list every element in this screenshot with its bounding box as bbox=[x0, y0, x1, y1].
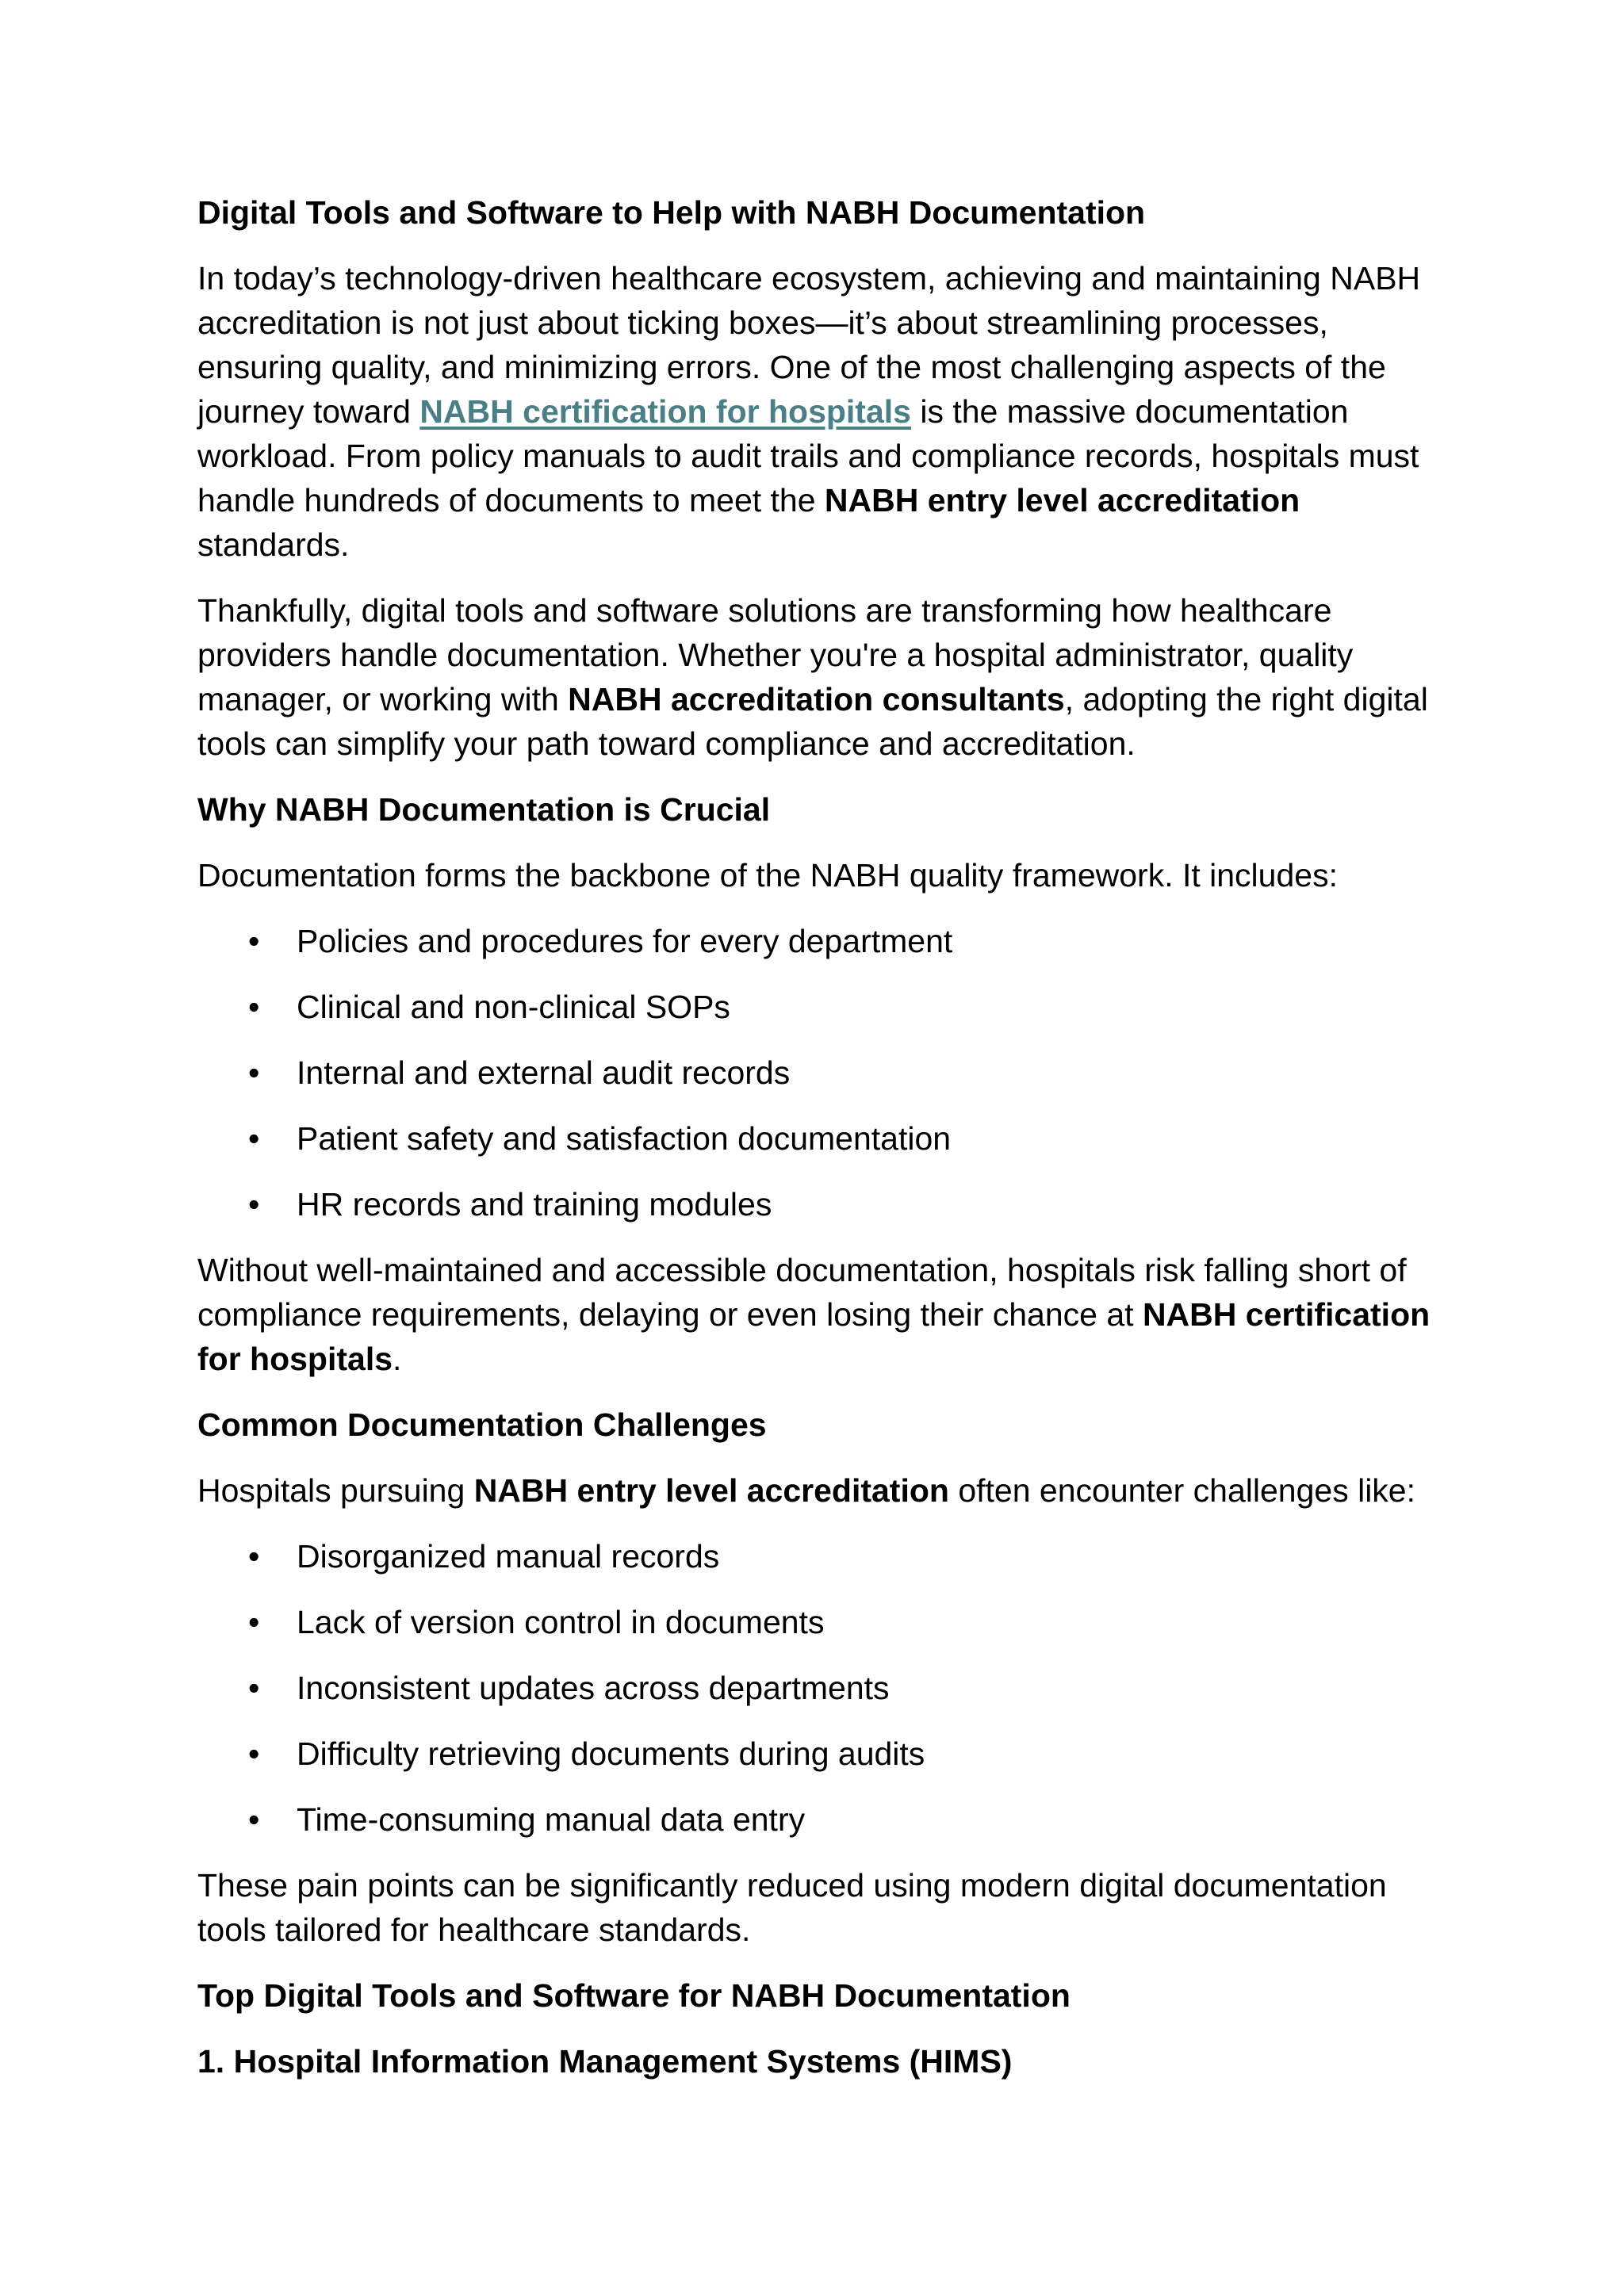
list-item: • Policies and procedures for every department bbox=[197, 919, 1442, 963]
subheading-hims: 1. Hospital Information Management Systems (HIMS) bbox=[197, 2043, 1013, 2080]
intro-text-3: standards. bbox=[197, 526, 350, 563]
documentation-includes-list bbox=[197, 919, 1442, 1226]
section1-after-bold-term: NABH certification for hospitals bbox=[197, 1296, 1431, 1377]
list-item: • HR records and training modules bbox=[197, 1182, 1442, 1226]
list-item: • Inconsistent updates across departments bbox=[197, 1666, 1442, 1710]
section1-after-paragraph bbox=[197, 1248, 1442, 1381]
section2-lead bbox=[197, 1468, 1442, 1513]
intro-text-2: is the massive documentation workload. From policy manuals to audit trails and compliance records, hospitals must handle hundreds of documents to meet the bbox=[197, 393, 1419, 519]
list-item: • Patient safety and satisfaction documentation bbox=[197, 1116, 1442, 1161]
section-heading-top-tools: Top Digital Tools and Software for NABH Documentation bbox=[197, 1977, 1071, 2014]
section-heading-challenges: Common Documentation Challenges bbox=[197, 1406, 767, 1443]
intro-text-1: In today’s technology-driven healthcare ecosystem, achieving and maintaining NABH accreditation is not just about ticking boxes—it’s about streamlining processes, ensuring quality, and minimizing errors. One of the most challenging aspects of the journey toward bbox=[197, 260, 1421, 430]
list-item: • Internal and external audit records bbox=[197, 1050, 1442, 1095]
list-item: • Time-consuming manual data entry bbox=[197, 1797, 1442, 1842]
document-title: Digital Tools and Software to Help with NABH Documentation bbox=[197, 194, 1146, 231]
list-item: • Difficulty retrieving documents during audits bbox=[197, 1732, 1442, 1776]
intro-bold-term: NABH entry level accreditation bbox=[824, 482, 1300, 519]
para2-bold-term: NABH accreditation consultants bbox=[568, 681, 1065, 718]
para2-text-1: Thankfully, digital tools and software solutions are transforming how healthcare providers handle documentation. Whether you're a hospital administrator, quality manager, or working with bbox=[197, 592, 1354, 718]
document-body bbox=[197, 190, 1442, 2105]
section2-lead-bold-term: NABH entry level accreditation bbox=[473, 1472, 949, 1509]
section2-lead-text-2: often encounter challenges like: bbox=[948, 1472, 1415, 1509]
section2-lead-text-1: Hospitals pursuing bbox=[197, 1472, 474, 1509]
second-paragraph bbox=[197, 588, 1442, 766]
para2-text-2: , adopting the right digital tools can simplify your path toward compliance and accreditation. bbox=[197, 681, 1428, 762]
list-item: • Lack of version control in documents bbox=[197, 1600, 1442, 1644]
section-heading-why-crucial: Why NABH Documentation is Crucial bbox=[197, 791, 771, 828]
list-item: • Clinical and non-clinical SOPs bbox=[197, 985, 1442, 1029]
section2-after-paragraph: These pain points can be significantly reduced using modern digital documentation tools tailored for healthcare standards. bbox=[197, 1867, 1387, 1948]
section1-after-text-1: Without well-maintained and accessible documentation, hospitals risk falling short of compliance requirements, delaying or even losing their chance at bbox=[197, 1252, 1407, 1333]
section1-after-text-2: . bbox=[393, 1341, 402, 1377]
challenges-list bbox=[197, 1534, 1442, 1842]
list-item: • Disorganized manual records bbox=[197, 1534, 1442, 1578]
intro-paragraph bbox=[197, 256, 1442, 567]
section1-lead: Documentation forms the backbone of the NABH quality framework. It includes: bbox=[197, 857, 1338, 894]
nabh-certification-link[interactable]: NABH certification for hospitals bbox=[419, 393, 911, 430]
